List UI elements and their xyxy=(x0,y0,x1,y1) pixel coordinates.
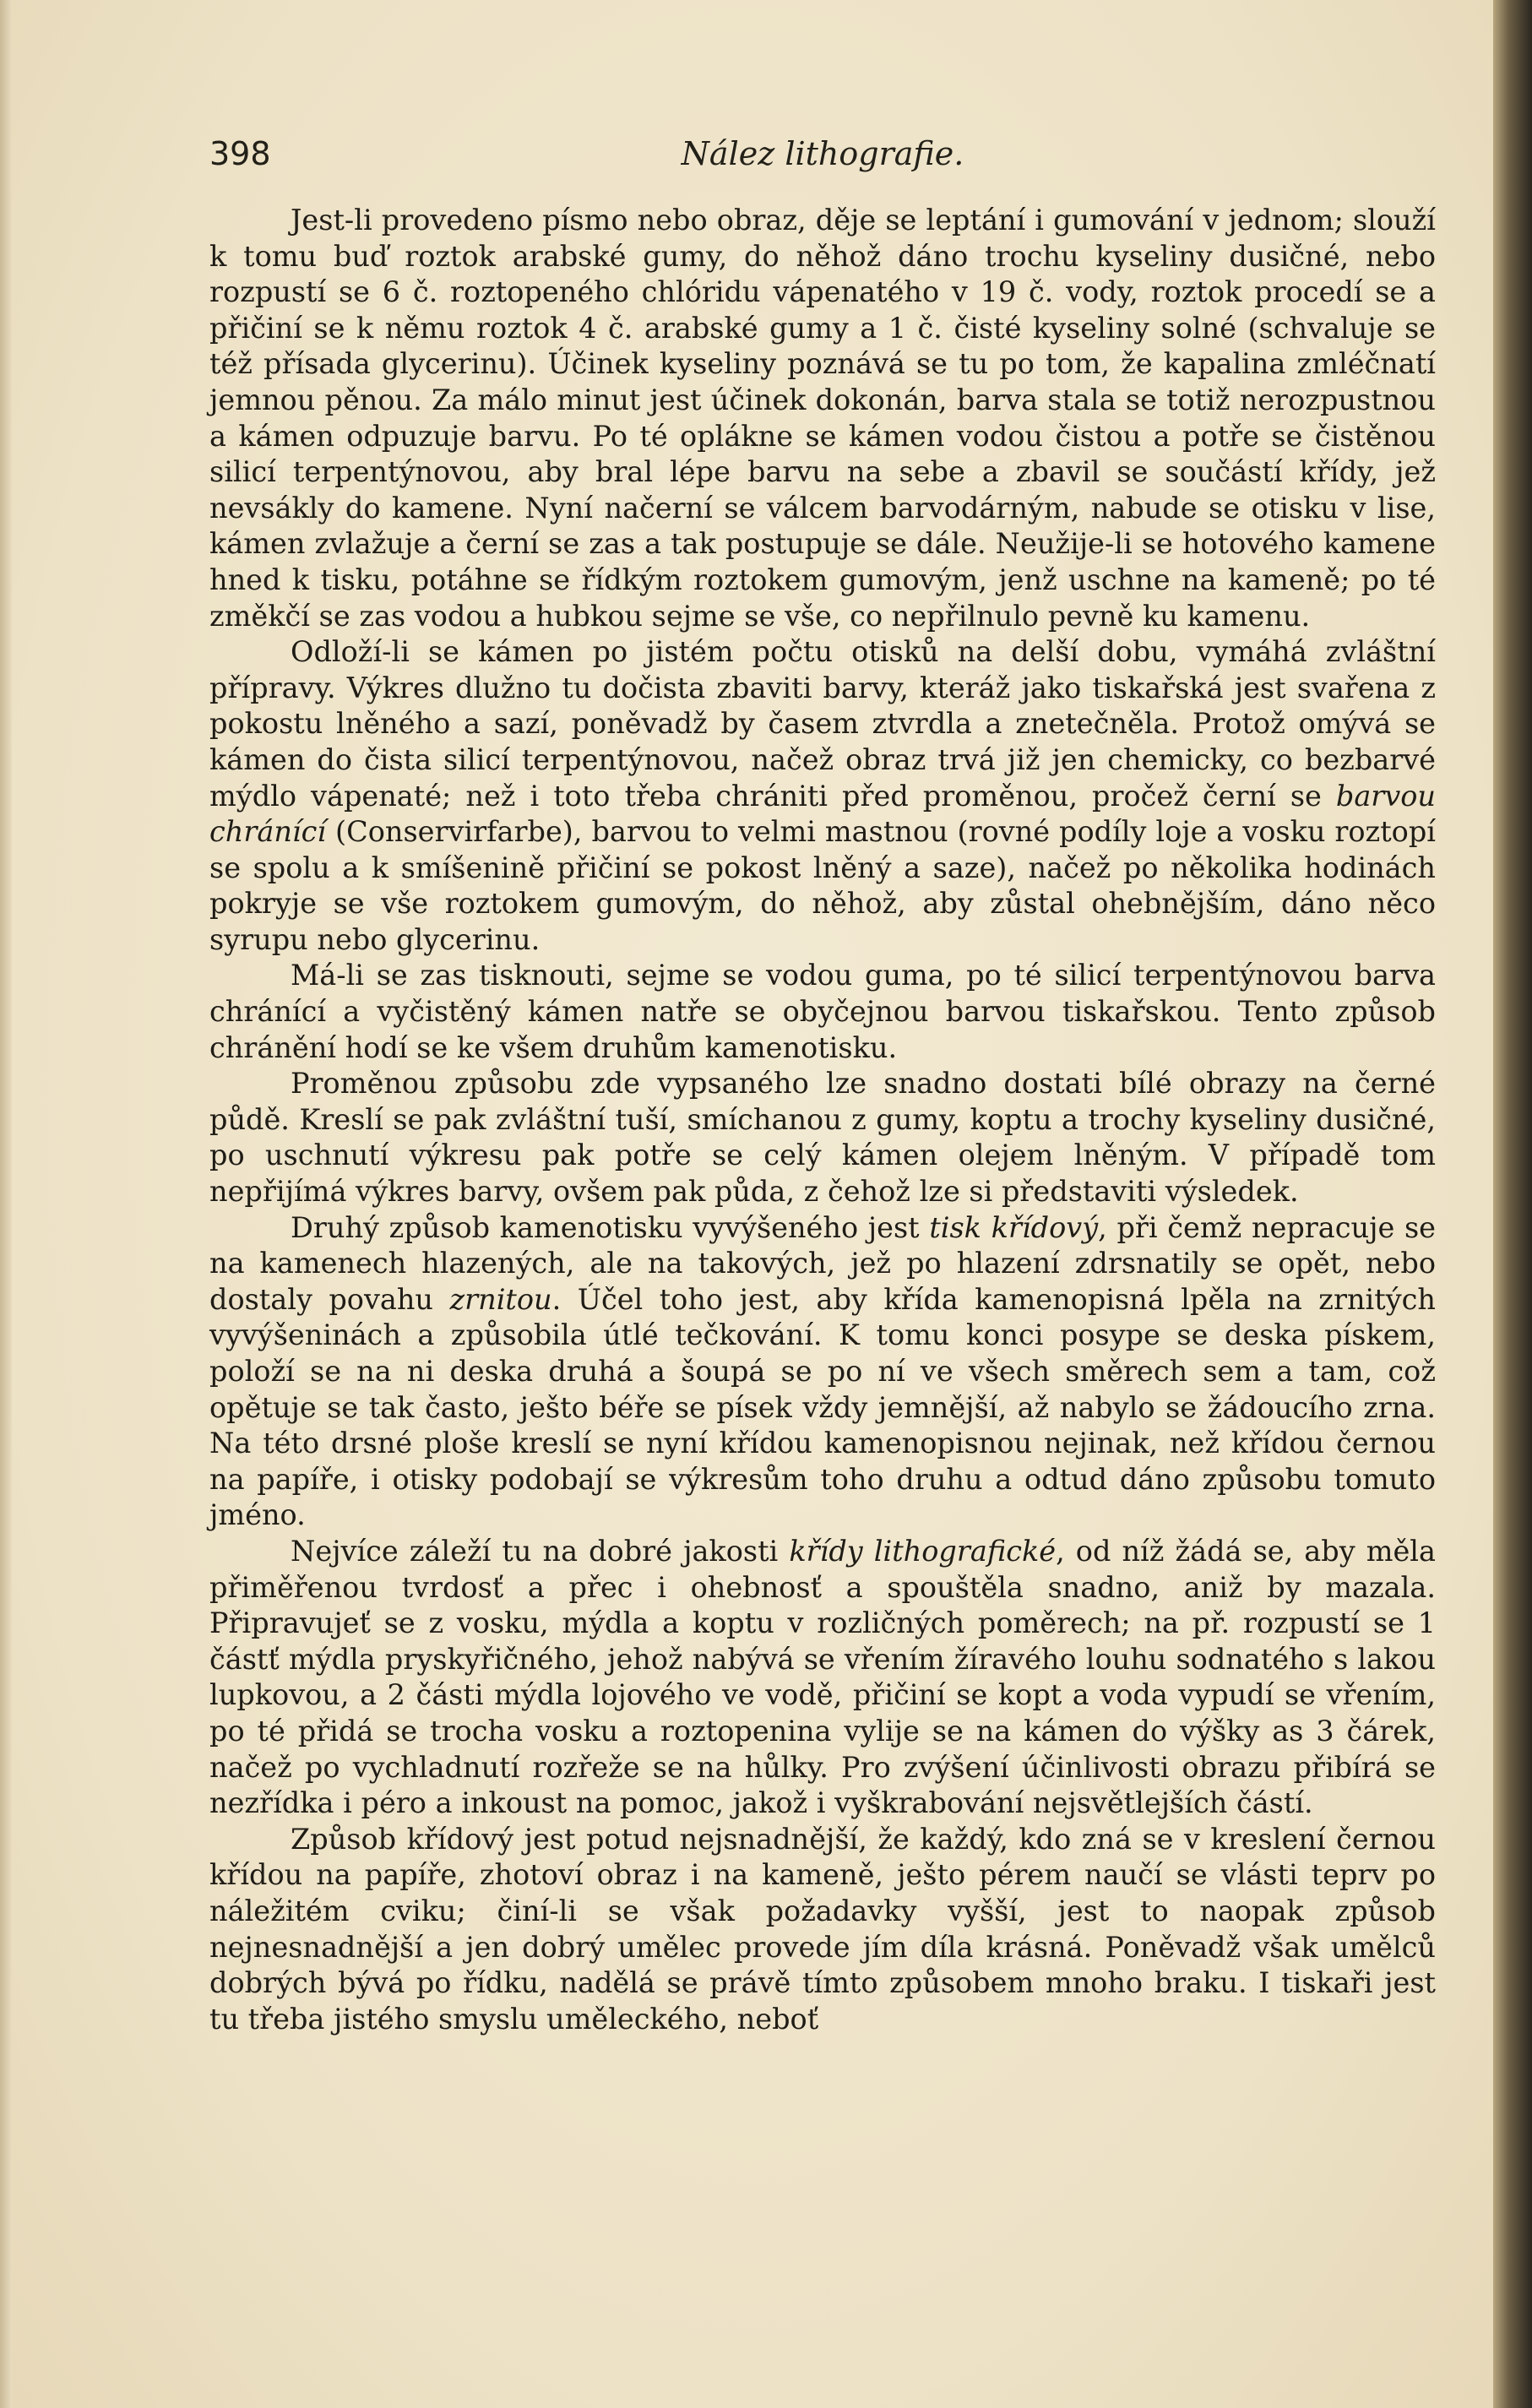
paragraph xyxy=(209,203,1436,634)
paragraph-text: Nejvíce záleží tu na dobré jakosti xyxy=(291,1534,790,1568)
body-text xyxy=(209,203,1436,2037)
paragraph xyxy=(209,634,1436,958)
paragraph-text: Jest-li provedeno písmo nebo obraz, děje se leptání i gumování v jednom; slouží k tomu buď roztok arabské gumy, do něhož dáno trochu kyseliny dusičné, nebo rozpustí se 6 č. roztopeného chlóridu vápenatého v 19 č. vody, roztok procedí se a přičiní se k němu roztok 4 č. arabské gumy a 1 č. čisté kyseliny solné (schvaluje se též přísada glycerinu). Účinek kyseliny poznává se tu po tom, že kapalina zmléčnatí jemnou pěnou. Za málo minut jest účinek dokonán, barva stala se totiž nerozpustnou a kámen odpuzuje barvu. Po té opláknе se kámen vodou čistou a potře se čistěnou silicí terpentýnovou, aby bral lépe barvu na sebe a zbavil se součástí křídy, jež nevsákly do kamene. Nyní načerní se válcem barvodárným, nabude se otisku v lise, kámen zvlažuje a černí se zas a tak postupuje se dále. Neužije-li se hotového kamene hned k tisku, potáhne se řídkým roztokem gumovým, jenž uschne na kameně; po té změkčí se zas vodou a hubkou sejme se vše, co nepřilnulo pevně ku kamenu. xyxy=(209,204,1436,633)
paragraph-text: Má-li se zas tisknouti, sejme se vodou guma, po té silicí terpentýnovou barva chránící a vyčistěný kámen natře se obyčejnou barvou tiskařskou. Tento způsob chránění hodí se ke všem druhům kamenotisku. xyxy=(209,959,1436,1064)
paragraph-text: Proměnou způsobu zde vypsaného lze snadno dostati bílé obrazy na černé půdě. Kreslí se pak zvláštní tuší, smíchanou z gumy, koptu a trochy kyseliny dusičné, po uschnutí výkresu pak potře se celý kámen olejem lněným. V případě tom nepřijímá výkres barvy, ovšem pak půda, z čehož lze si představiti výsledek. xyxy=(209,1067,1436,1209)
running-title: Nález lithografie. xyxy=(681,135,964,172)
page-header xyxy=(209,135,1436,179)
paragraph xyxy=(209,1534,1436,1822)
paragraph xyxy=(209,958,1436,1066)
paragraph-text: Způsob křídový jest potud nejsnadnější, že každý, kdo zná se v kreslení černou křídou na papíře, zhotoví obraz i na kameně, ješto pérem naučí se vlásti teprv po náležitém cviku; činí-li se však požadavky vyšší, jest to naopak způsob nejnesnadnější a jen dobrý umělec provede jím díla krásná. Poněvadž však umělců dobrých bývá po řídku, nadělá se právě tímto způsobem mnoho braku. I tiskaři jest tu třeba jistého smyslu uměleckého, neboť xyxy=(209,1822,1436,2036)
paragraph xyxy=(209,1066,1436,1209)
paragraph xyxy=(209,1210,1436,1534)
italic-term: tisk křídový xyxy=(929,1210,1099,1244)
italic-term: zrnitou xyxy=(449,1282,552,1316)
paragraph-text: Druhý způsob kamenotisku vyvýšeného jest xyxy=(291,1210,930,1244)
page-left-edge xyxy=(0,0,12,2408)
paragraph-text: , od níž žádá se, aby měla přiměřenou tvrdosť a přec i ohebnosť a spouštěla snadno, aniž by mazala. Připravujeť se z vosku, mýdla a koptu v rozličných poměrech; na př. rozpustí se 1 částť mýdla pryskyřičného, jehož nabývá se vřením žíravého louhu sodnatého s lakou lupkovou, a 2 části mýdla lojového ve vodě, přičiní se kopt a voda vypudí se vřením, po té přidá se trocha vosku a roztopenina vylije se na kámen do výšky as 3 čárek, načež po vychladnutí rozřeže se na hůlky. Pro zvýšení účinlivosti obrazu přibírá se nezřídka i péro a inkoust na pomoc, jakož i vyškrabování nejsvětlejších částí. xyxy=(209,1534,1436,1820)
paragraph-text: Odloží-li se kámen po jistém počtu otisků na delší dobu, vymáhá zvláštní přípravy. Výkres dlužno tu dočista zbaviti barvy, kteráž jako tiskařská jest svařena z pokostu lněného a sazí, poněvadž by časem ztvrdla a znetečněla. Protož omývá se kámen do čista silicí terpentýnovou, načež obraz trvá již jen chemicky, co bezbarvé mýdlo vápenaté; než i toto třeba chrániti před proměnou, pročež černí se xyxy=(209,635,1436,813)
paragraph xyxy=(209,1822,1436,2038)
book-binding-edge xyxy=(1493,0,1532,2408)
paragraph-text: (Conservirfarbe), barvou to velmi mastnou (rovné podíly loje a vosku roztopí se spolu a k smíšenině přičiní se pokost lněný a saze), načež po několika hodinách pokryje se vše roztokem gumovým, do něhož, aby zůstal ohebnějším, dáno něco syrupu nebo glycerinu. xyxy=(209,815,1436,956)
page-number: 398 xyxy=(209,135,271,172)
paragraph-text: . Účel toho jest, aby křída kamenopisná lpěla na zrnitých vyvýšeninách a způsobila útlé tečkování. K tomu konci posype se deska pískem, položí se na ni deska druhá a šoupá se po ní ve všech směrech sem a tam, což opětuje se tak často, ješto béře se písek vždy jemnější, až nabylo se žádoucího zrna. Na této drsné ploše kreslí se nyní křídou kamenopisnou nejinak, než křídou černou na papíře, i otisky podobají se výkresům toho druhu a odtud dáno způsobu tomuto jméno. xyxy=(209,1282,1436,1532)
italic-term: křídy lithografické xyxy=(789,1534,1057,1568)
italic-term: barvou chránící xyxy=(209,779,1436,849)
paragraph-text: , při čemž nepracuje se na kamenech hlazených, ale na takových, jež po hlazení zdrsnatily se opět, nebo dostaly povahu xyxy=(209,1210,1437,1316)
